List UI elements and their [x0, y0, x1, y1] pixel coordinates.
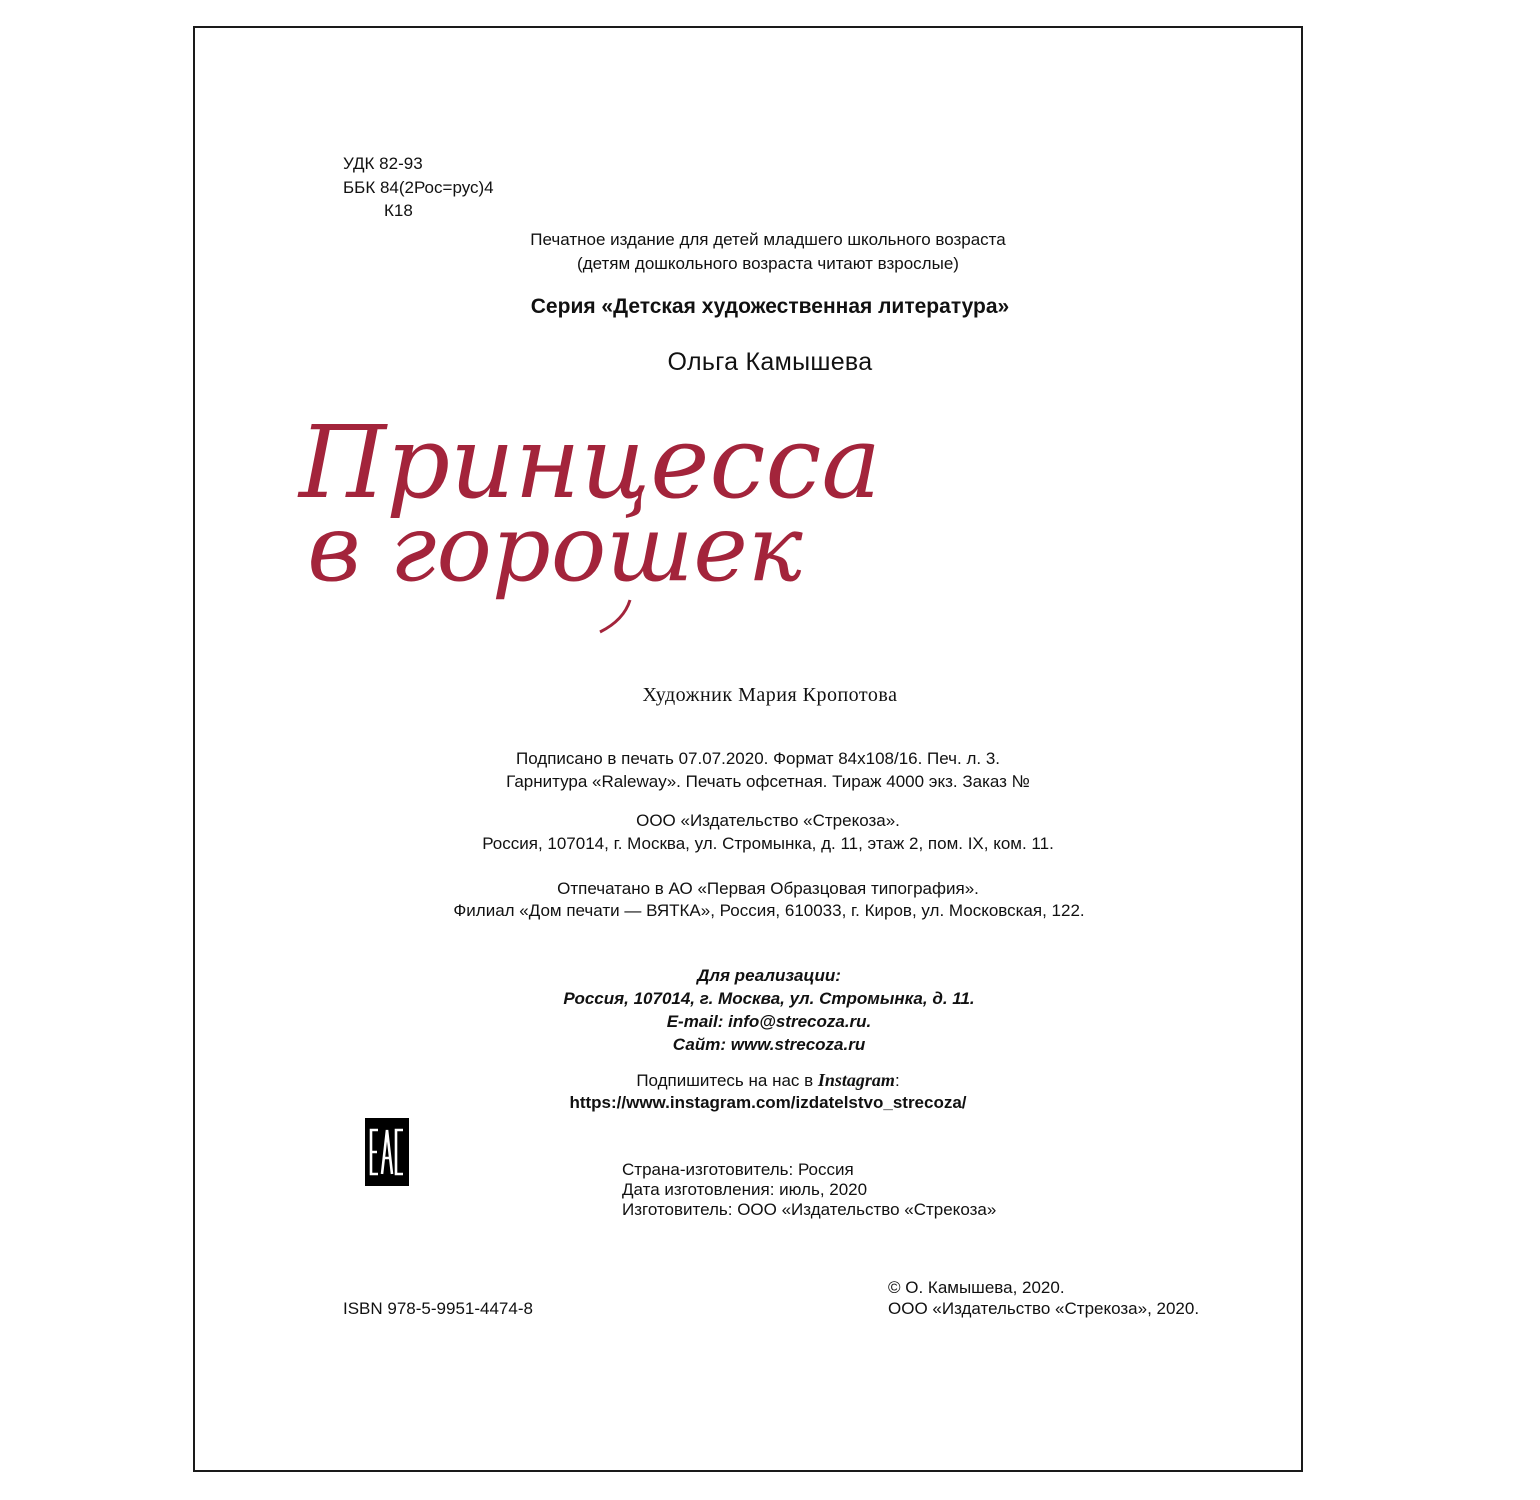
sales-address: Россия, 107014, г. Москва, ул. Стромынка, д. 11. [563, 989, 975, 1008]
author-code: К18 [384, 201, 413, 220]
book-title [298, 385, 1120, 645]
author-name: Ольга Камышева [667, 348, 873, 376]
print-info-2: Гарнитура «Raleway». Печать офсетная. Тираж 4000 экз. Заказ № [506, 772, 1030, 791]
manufacturer-name: Изготовитель: ООО «Издательство «Стрекоза» [622, 1200, 997, 1219]
publisher-name: ООО «Издательство «Стрекоза». [636, 811, 900, 830]
publisher-address: Россия, 107014, г. Москва, ул. Стромынка, д. 11, этаж 2, пом. IX, ком. 11. [482, 834, 1054, 853]
instagram-wordmark: Instagram [817, 1070, 895, 1090]
title-line-2: в горошек [307, 495, 803, 602]
udc-code: УДК 82-93 [343, 154, 423, 173]
social-prompt [0, 1068, 1536, 1093]
eac-mark-icon [365, 1118, 409, 1186]
series-title: Серия «Детская художественная литература» [530, 295, 1010, 318]
sales-email[interactable]: E-mail: info@strecoza.ru. [666, 1012, 872, 1031]
sales-heading: Для реализации: [697, 966, 841, 985]
print-info-1: Подписано в печать 07.07.2020. Формат 84х108/16. Печ. л. 3. [515, 749, 1001, 768]
illustrator-credit: Художник Мария Кропотова [642, 684, 898, 706]
manufacturer-country: Страна-изготовитель: Россия [622, 1160, 854, 1179]
audience-note-2: (детям дошкольного возраста читают взрослые) [577, 254, 959, 273]
social-prompt-suffix: : [894, 1071, 900, 1090]
instagram-link[interactable]: https://www.instagram.com/izdatelstvo_strecoza/ [569, 1093, 967, 1112]
copyright-author: © О. Камышева, 2020. [888, 1278, 1065, 1297]
eac-letters-icon [368, 1122, 406, 1182]
title-flourish [600, 600, 630, 632]
isbn: ISBN 978-5-9951-4474-8 [343, 1299, 533, 1318]
bbk-code: ББК 84(2Рос=рус)4 [343, 178, 494, 197]
copyright-publisher: ООО «Издательство «Стрекоза», 2020. [888, 1299, 1200, 1318]
printer-address: Филиал «Дом печати — ВЯТКА», Россия, 610033, г. Киров, ул. Московская, 122. [453, 901, 1085, 920]
sales-site[interactable]: Сайт: www.strecoza.ru [672, 1035, 866, 1054]
title-line-1: Принцесса [298, 404, 882, 521]
manufacture-date: Дата изготовления: июль, 2020 [622, 1180, 868, 1199]
audience-note-1: Печатное издание для детей младшего школьного возраста [530, 230, 1006, 249]
social-prompt-prefix: Подпишитесь на нас в [636, 1071, 818, 1090]
printer-name: Отпечатано в АО «Первая Образцовая типография». [557, 879, 979, 898]
